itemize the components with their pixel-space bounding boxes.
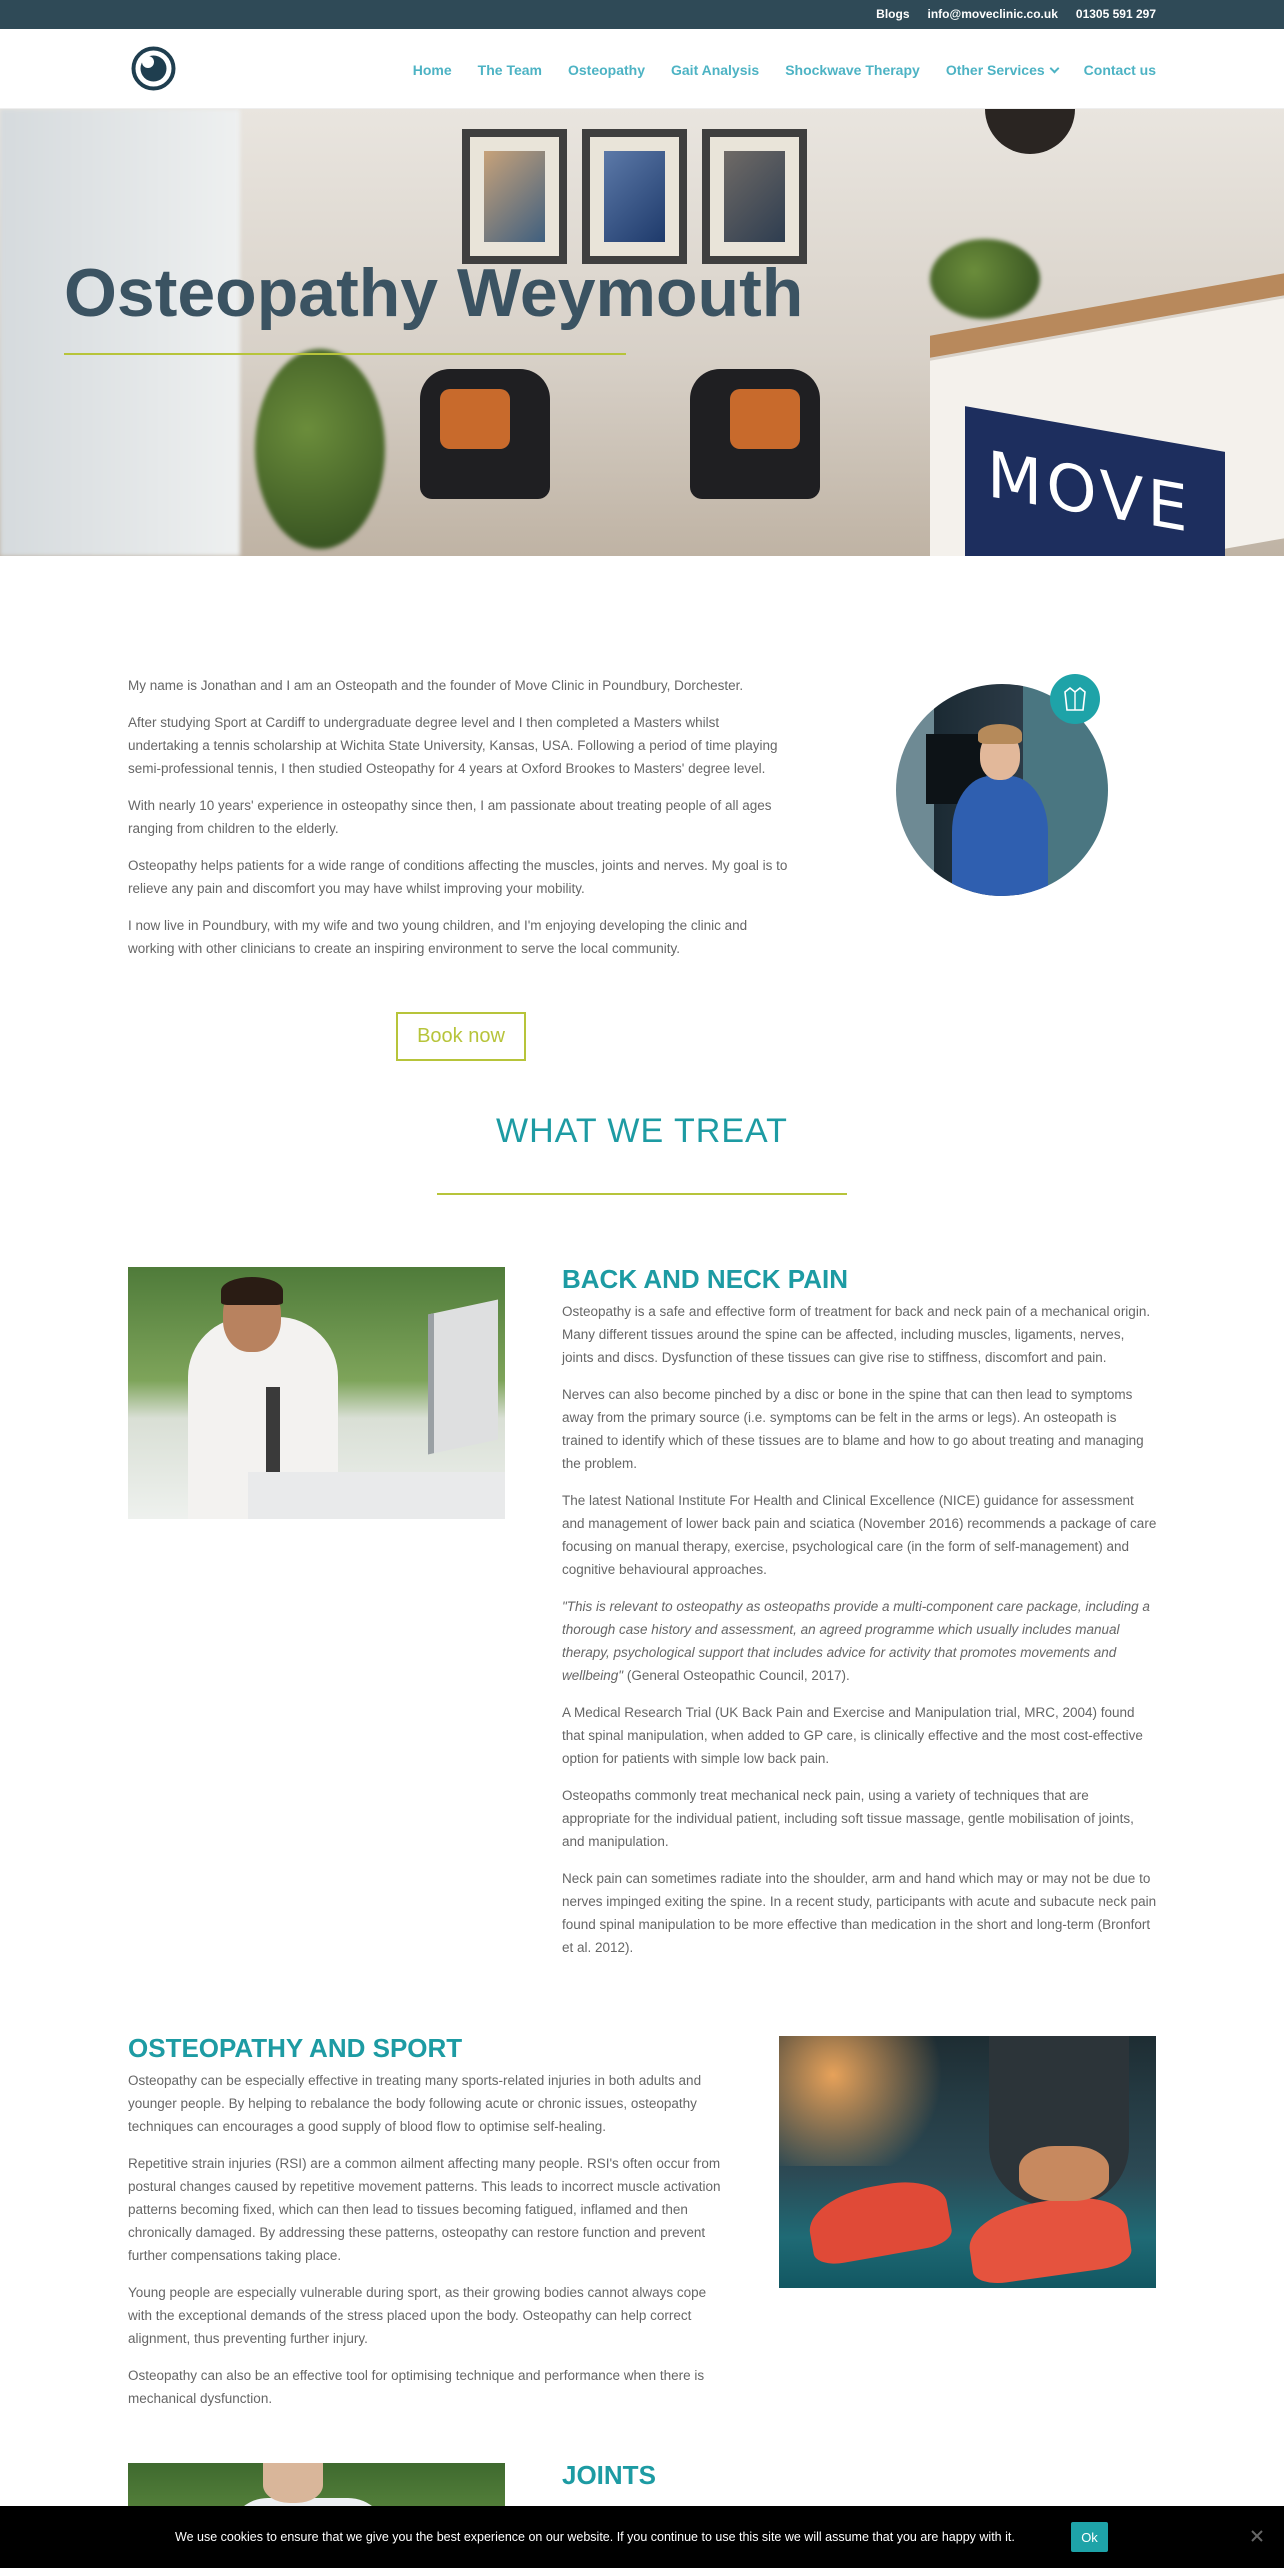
back-neck-paragraph: The latest National Institute For Health and Clinical Excellence (NICE) guidance for assessment and management of lower back pain and sciatica (November 2016) recommends a package of care focusing on manual therapy, exercise, psychological care (in the form of self-management) and cognitive behavioural approaches. — [562, 1493, 1157, 1577]
plant — [930, 239, 1040, 319]
cookie-ok-button[interactable]: Ok — [1071, 2522, 1108, 2552]
plant — [255, 349, 385, 549]
nav-osteopathy[interactable]: Osteopathy — [567, 62, 645, 78]
joints-heading: JOINTS — [562, 2460, 656, 2490]
portrait-shirt — [952, 776, 1048, 896]
photo-shoe — [804, 2174, 954, 2267]
blogs-link[interactable]: Blogs — [876, 7, 910, 21]
intro-paragraph: My name is Jonathan and I am an Osteopath and the founder of Move Clinic in Poundbury, Dorchester. — [128, 678, 744, 693]
quote-text: "This is relevant to osteopathy as osteopaths provide a multi-component care package, including a thorough case history and assessment, an agreed programme which usually includes manual therapy, psychological support that includes advice for activity that promotes movements and wellbeing" — [562, 1599, 1150, 1683]
nav-shockwave-therapy[interactable]: Shockwave Therapy — [785, 62, 920, 78]
picture-frame — [702, 129, 807, 264]
sport-paragraph: Repetitive strain injuries (RSI) are a common ailment affecting many people. RSI's often occur from postural changes caused by repetitive movement patterns. This leads to incorrect muscle activation patterns becoming fixed, which can then lead to tissues becoming fatigued, inflamed and then chronically damaged. By addressing these patterns, osteopathy can restore function and prevent further compensations taking place. — [128, 2156, 721, 2263]
top-bar-links — [876, 7, 1156, 21]
page-title: Osteopathy Weymouth — [64, 255, 804, 331]
portrait-hair — [978, 724, 1022, 744]
photo-hands — [1019, 2146, 1109, 2201]
back-neck-paragraph: Osteopathy is a safe and effective form of treatment for back and neck pain of a mechanical origin. Many different tissues around the spine can be affected, including muscles, ligaments, nerves, joints and discs. Dysfunction of these tissues can give rise to stiffness, discomfort and pain. — [562, 1304, 1151, 1365]
cookie-bar — [0, 2506, 1284, 2568]
title-divider — [64, 353, 626, 355]
intro-text — [128, 674, 788, 974]
hero-window — [0, 109, 240, 556]
back-neck-paragraph: A Medical Research Trial (UK Back Pain and Exercise and Manipulation trial, MRC, 2004) found that spinal manipulation, when added to GP care, is clinically effective and the most cost-effective option for patients with simple low back pain. — [562, 1705, 1143, 1766]
photo-monitor — [428, 1300, 498, 1455]
back-neck-paragraph: Nerves can also become pinched by a disc or bone in the spine that can then lead to symptoms away from the primary source (i.e. symptoms can be felt in the arms or legs). An osteopath is trained to identify which of these tissues are to blame and how to go about treating and managing the problem. — [562, 1387, 1144, 1471]
coat-icon — [1050, 674, 1100, 724]
section-divider — [437, 1193, 847, 1195]
hero-banner — [0, 109, 1284, 556]
joints-section — [562, 2460, 1157, 2496]
chevron-down-icon — [1049, 63, 1059, 73]
back-neck-heading: BACK AND NECK PAIN — [562, 1264, 848, 1294]
section-heading: WHAT WE TREAT — [496, 1112, 788, 1150]
sport-heading: OSTEOPATHY AND SPORT — [128, 2033, 463, 2063]
move-sign-text: MOVE — [987, 437, 1192, 549]
pendant-lamp — [985, 109, 1075, 154]
back-neck-quote — [562, 1595, 1157, 1687]
book-now-button[interactable]: Book now — [396, 1012, 526, 1061]
intro-paragraph: With nearly 10 years' experience in osteopathy since then, I am passionate about treating people of all ages ranging from children to the elderly. — [128, 798, 772, 836]
coat-icon-svg — [1061, 685, 1089, 713]
intro-paragraph: I now live in Poundbury, with my wife and two young children, and I'm enjoying developing the clinic and working with other clinicians to create an inspiring environment to serve the local community. — [128, 918, 748, 956]
intro-paragraph: Osteopathy helps patients for a wide range of conditions affecting the muscles, joints and nerves. My goal is to relieve any pain and discomfort you may have whilst improving your mobility. — [128, 858, 788, 896]
sport-paragraph: Osteopathy can also be an effective tool for optimising technique and performance when there is mechanical dysfunction. — [128, 2368, 705, 2406]
sport-photo — [779, 2036, 1156, 2288]
intro-paragraph: After studying Sport at Cardiff to undergraduate degree level and I then completed a Masters whilst undertaking a tennis scholarship at Wichita State University, Kansas, USA. Following a period of time playing semi-professional tennis, I then studied Osteopathy for 4 years at Oxford Brookes to Masters' degree level. — [128, 715, 778, 776]
photo-glow — [779, 2036, 959, 2166]
back-neck-section — [562, 1264, 1157, 1973]
top-bar — [0, 0, 1284, 29]
back-pain-photo — [128, 1267, 505, 1519]
picture-frame — [582, 129, 687, 264]
nav-contact-us[interactable]: Contact us — [1083, 62, 1156, 78]
site-header — [0, 29, 1284, 109]
email-link[interactable]: info@moveclinic.co.uk — [927, 7, 1058, 21]
nav-gait-analysis[interactable]: Gait Analysis — [671, 62, 760, 78]
nav-home[interactable]: Home — [412, 62, 452, 78]
photo-desk — [248, 1472, 505, 1519]
sport-section — [128, 2033, 723, 2424]
sport-paragraph: Osteopathy can be especially effective in treating many sports-related injuries in both adults and younger people. By helping to rebalance the body following acute or chronic issues, osteopathy techniques can encourages a good supply of blood flow to optimise self-healing. — [128, 2073, 702, 2134]
close-icon[interactable] — [1250, 2529, 1264, 2543]
photo-head — [263, 2463, 323, 2503]
back-neck-paragraph: Osteopaths commonly treat mechanical neck pain, using a variety of techniques that are appropriate for the individual patient, including soft tissue massage, gentle mobilisation of joints, and manipulation. — [562, 1788, 1134, 1849]
cookie-message: We use cookies to ensure that we give you the best experience on our website. If you continue to use this site we will assume that you are happy with it. — [175, 2530, 1015, 2544]
back-neck-paragraph: Neck pain can sometimes radiate into the shoulder, arm and hand which may or may not be due to nerves impinged exiting the spine. In a recent study, participants with acute and subacute neck pain found spinal manipulation to be more effective than medication in the short and long-term (Bronfort et al. 2012). — [562, 1871, 1157, 1955]
logo-icon[interactable] — [131, 46, 176, 91]
photo-hair — [221, 1277, 283, 1305]
picture-frame — [462, 129, 567, 264]
photo-shoe — [965, 2190, 1134, 2287]
nav-the-team[interactable]: The Team — [477, 62, 542, 78]
cushion — [730, 389, 800, 449]
main-nav — [413, 62, 1156, 78]
sport-paragraph: Young people are especially vulnerable during sport, as their growing bodies cannot always cope with the exceptional demands of the stress placed upon the body. Osteopathy can help correct alignment, thus preventing further injury. — [128, 2285, 707, 2346]
quote-source: (General Osteopathic Council, 2017). — [623, 1668, 850, 1683]
cushion — [440, 389, 510, 449]
phone-link[interactable]: 01305 591 297 — [1075, 7, 1156, 21]
nav-other-services[interactable] — [946, 62, 1058, 78]
nav-other-services-label: Other Services — [945, 62, 1045, 78]
